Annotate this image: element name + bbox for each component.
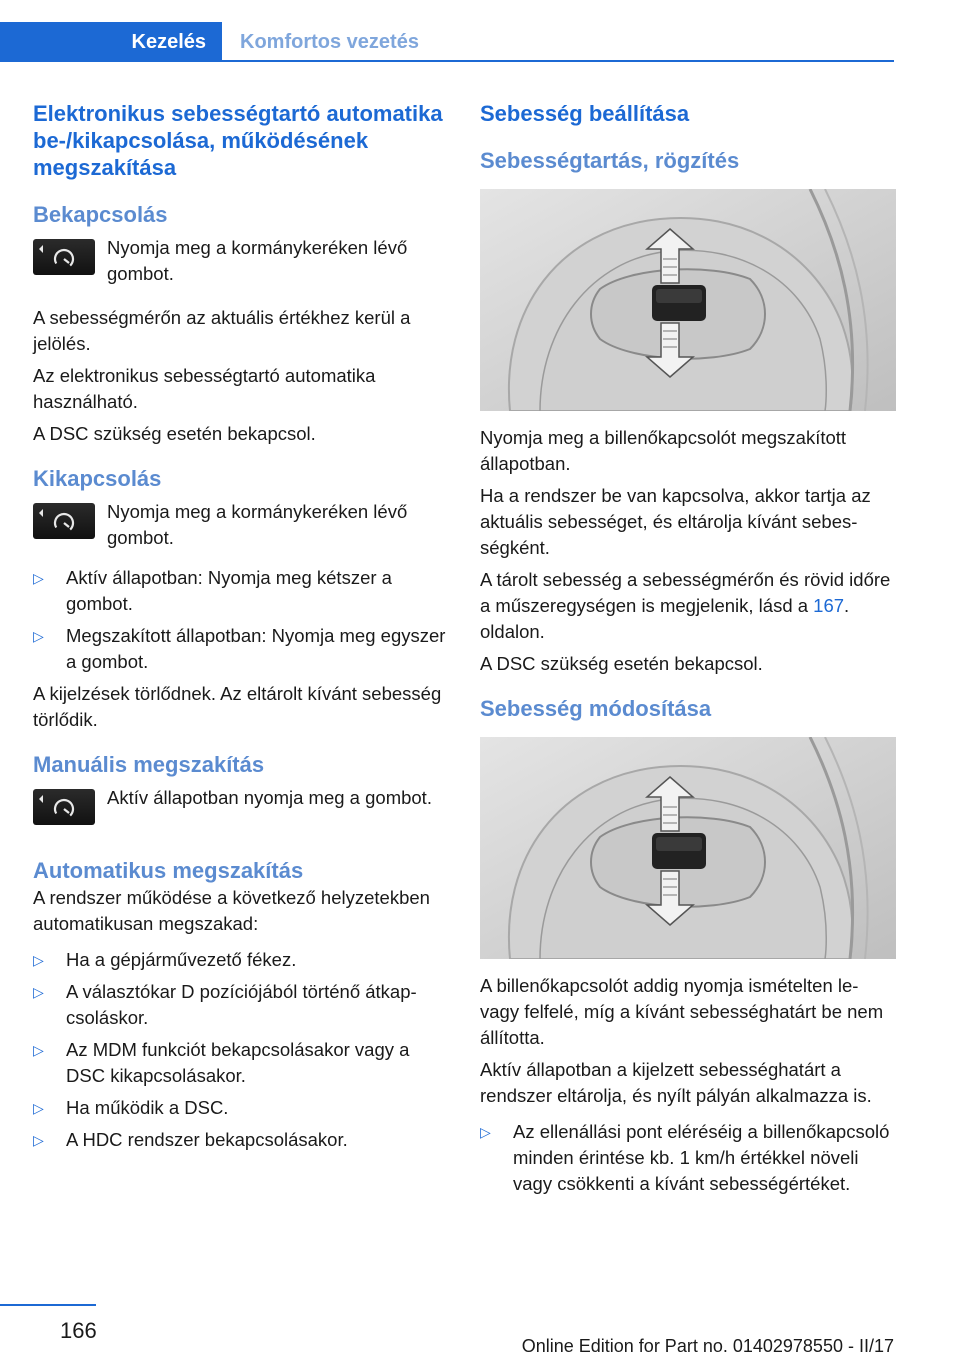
cruise-control-button-icon — [33, 239, 95, 275]
steering-wheel-rocker-switch-image — [480, 189, 896, 411]
page-number: 166 — [60, 1318, 97, 1343]
section-title-sebesseg-beallitasa: Sebesség beállítása — [480, 101, 690, 126]
triangle-bullet-icon: ▷ — [480, 1124, 491, 1140]
triangle-bullet-icon: ▷ — [33, 952, 44, 968]
manualis-instruction: Aktív állapotban nyomja meg a gombot. — [107, 787, 432, 808]
paragraph: A DSC szükség esetén bekapcsol. — [480, 653, 763, 674]
heading-sebesseg-modositasa: Sebesség módosítása — [480, 696, 712, 721]
triangle-bullet-icon: ▷ — [33, 628, 44, 644]
heading-automatikus-megszakitas: Automatikus megszakítás — [33, 858, 304, 883]
list-item: ▷ Aktív állapotban: Nyomja meg kétszer a gombot. — [33, 567, 392, 614]
modositas-list — [480, 1119, 896, 1197]
automatikus-list — [33, 947, 449, 1153]
page-link-167[interactable]: 167 — [813, 595, 845, 616]
cruise-control-button-icon — [33, 789, 95, 825]
paragraph: Az elektronikus sebességtartó automatika használható. — [33, 365, 376, 412]
heading-kikapcsolas: Kikapcsolás — [33, 466, 162, 491]
triangle-bullet-icon: ▷ — [33, 1132, 44, 1148]
paragraph: A billenőkapcsolót addig nyomja ismételten le- vagy felfelé, míg a kívánt sebességhatárt be nem állította. — [480, 975, 884, 1048]
paragraph: Ha a rendszer be van kapcsolva, akkor tartja az aktuális sebességet, és eltárolja kívánt sebességként. — [480, 485, 871, 558]
paragraph: Nyomja meg a billenőkapcsolót megszakított állapotban. — [480, 427, 847, 474]
list-item: ▷ Megszakított állapotban: Nyomja meg egyszer a gombot. — [33, 625, 446, 672]
list-item: ▷ A választókar D pozíciójából történő átkapcsoláskor. — [33, 981, 417, 1028]
triangle-bullet-icon: ▷ — [33, 1042, 44, 1058]
icon-row-bekapcsolas — [33, 235, 449, 287]
bekapcsolas-instruction: Nyomja meg a kormánykeréken lévő gombot. — [107, 237, 408, 284]
list-item: ▷ Ha működik a DSC. — [33, 1095, 449, 1121]
heading-sebessegtartas: Sebességtartás, rögzítés — [480, 148, 740, 173]
heading-manualis-megszakitas: Manuális megszakítás — [33, 752, 265, 777]
paragraph: A sebességmérőn az aktuális értékhez kerül a jelölés. — [33, 307, 411, 354]
triangle-bullet-icon: ▷ — [33, 984, 44, 1000]
page-number-rule — [0, 1304, 96, 1306]
steering-wheel-rocker-switch-image — [480, 737, 896, 959]
edition-footer: Online Edition for Part no. 01402978550 - II/17 — [521, 1336, 894, 1356]
paragraph: A tárolt sebesség a sebességmérőn és rövid időre a műszeregységen is megjelenik, lásd a 167. oldalon. — [480, 569, 891, 642]
left-column — [33, 100, 449, 1153]
triangle-bullet-icon: ▷ — [33, 1100, 44, 1116]
kikapcsolas-instruction: Nyomja meg a kormánykeréken lévő gombot. — [107, 501, 408, 548]
triangle-bullet-icon: ▷ — [33, 570, 44, 586]
icon-row-kikapcsolas — [33, 499, 449, 551]
list-item: ▷ Az MDM funkciót bekapcsolásakor vagy a DSC kikapcsolásakor. — [33, 1039, 410, 1086]
icon-row-manualis — [33, 785, 449, 825]
header-rule — [0, 60, 894, 62]
section-title: Elektronikus sebességtartó automatika be-/kikapcsolása, működésének megszakítása — [33, 101, 443, 180]
heading-bekapcsolas: Bekapcsolás — [33, 202, 168, 227]
kikapcsolas-list — [33, 565, 449, 675]
list-item: ▷ A HDC rendszer bekapcsolásakor. — [33, 1127, 449, 1153]
right-column — [480, 100, 896, 1197]
tab-komfortos-vezetes[interactable]: Komfortos vezetés — [240, 30, 419, 53]
paragraph: A rendszer működése a következő helyzetekben automatikusan megszakad: — [33, 887, 430, 934]
paragraph: A kijelzések törlődnek. Az eltárolt kívánt sebesség törlődik. — [33, 683, 442, 730]
cruise-control-button-icon — [33, 503, 95, 539]
paragraph: Aktív állapotban a kijelzett sebességhatárt a rendszer eltárolja, és nyílt pályán alkalmazza is. — [480, 1059, 872, 1106]
tab-kezeles[interactable]: Kezelés — [0, 22, 222, 62]
list-item: ▷ Az ellenállási pont eléréséig a billenőkapcsoló minden érintése kb. 1 km/h értékkel növeli vagy csökkenti a kívánt sebességértéket. — [480, 1121, 890, 1194]
paragraph: A DSC szükség esetén bekapcsol. — [33, 423, 316, 444]
list-item: ▷ Ha a gépjárművezető fékez. — [33, 947, 449, 973]
